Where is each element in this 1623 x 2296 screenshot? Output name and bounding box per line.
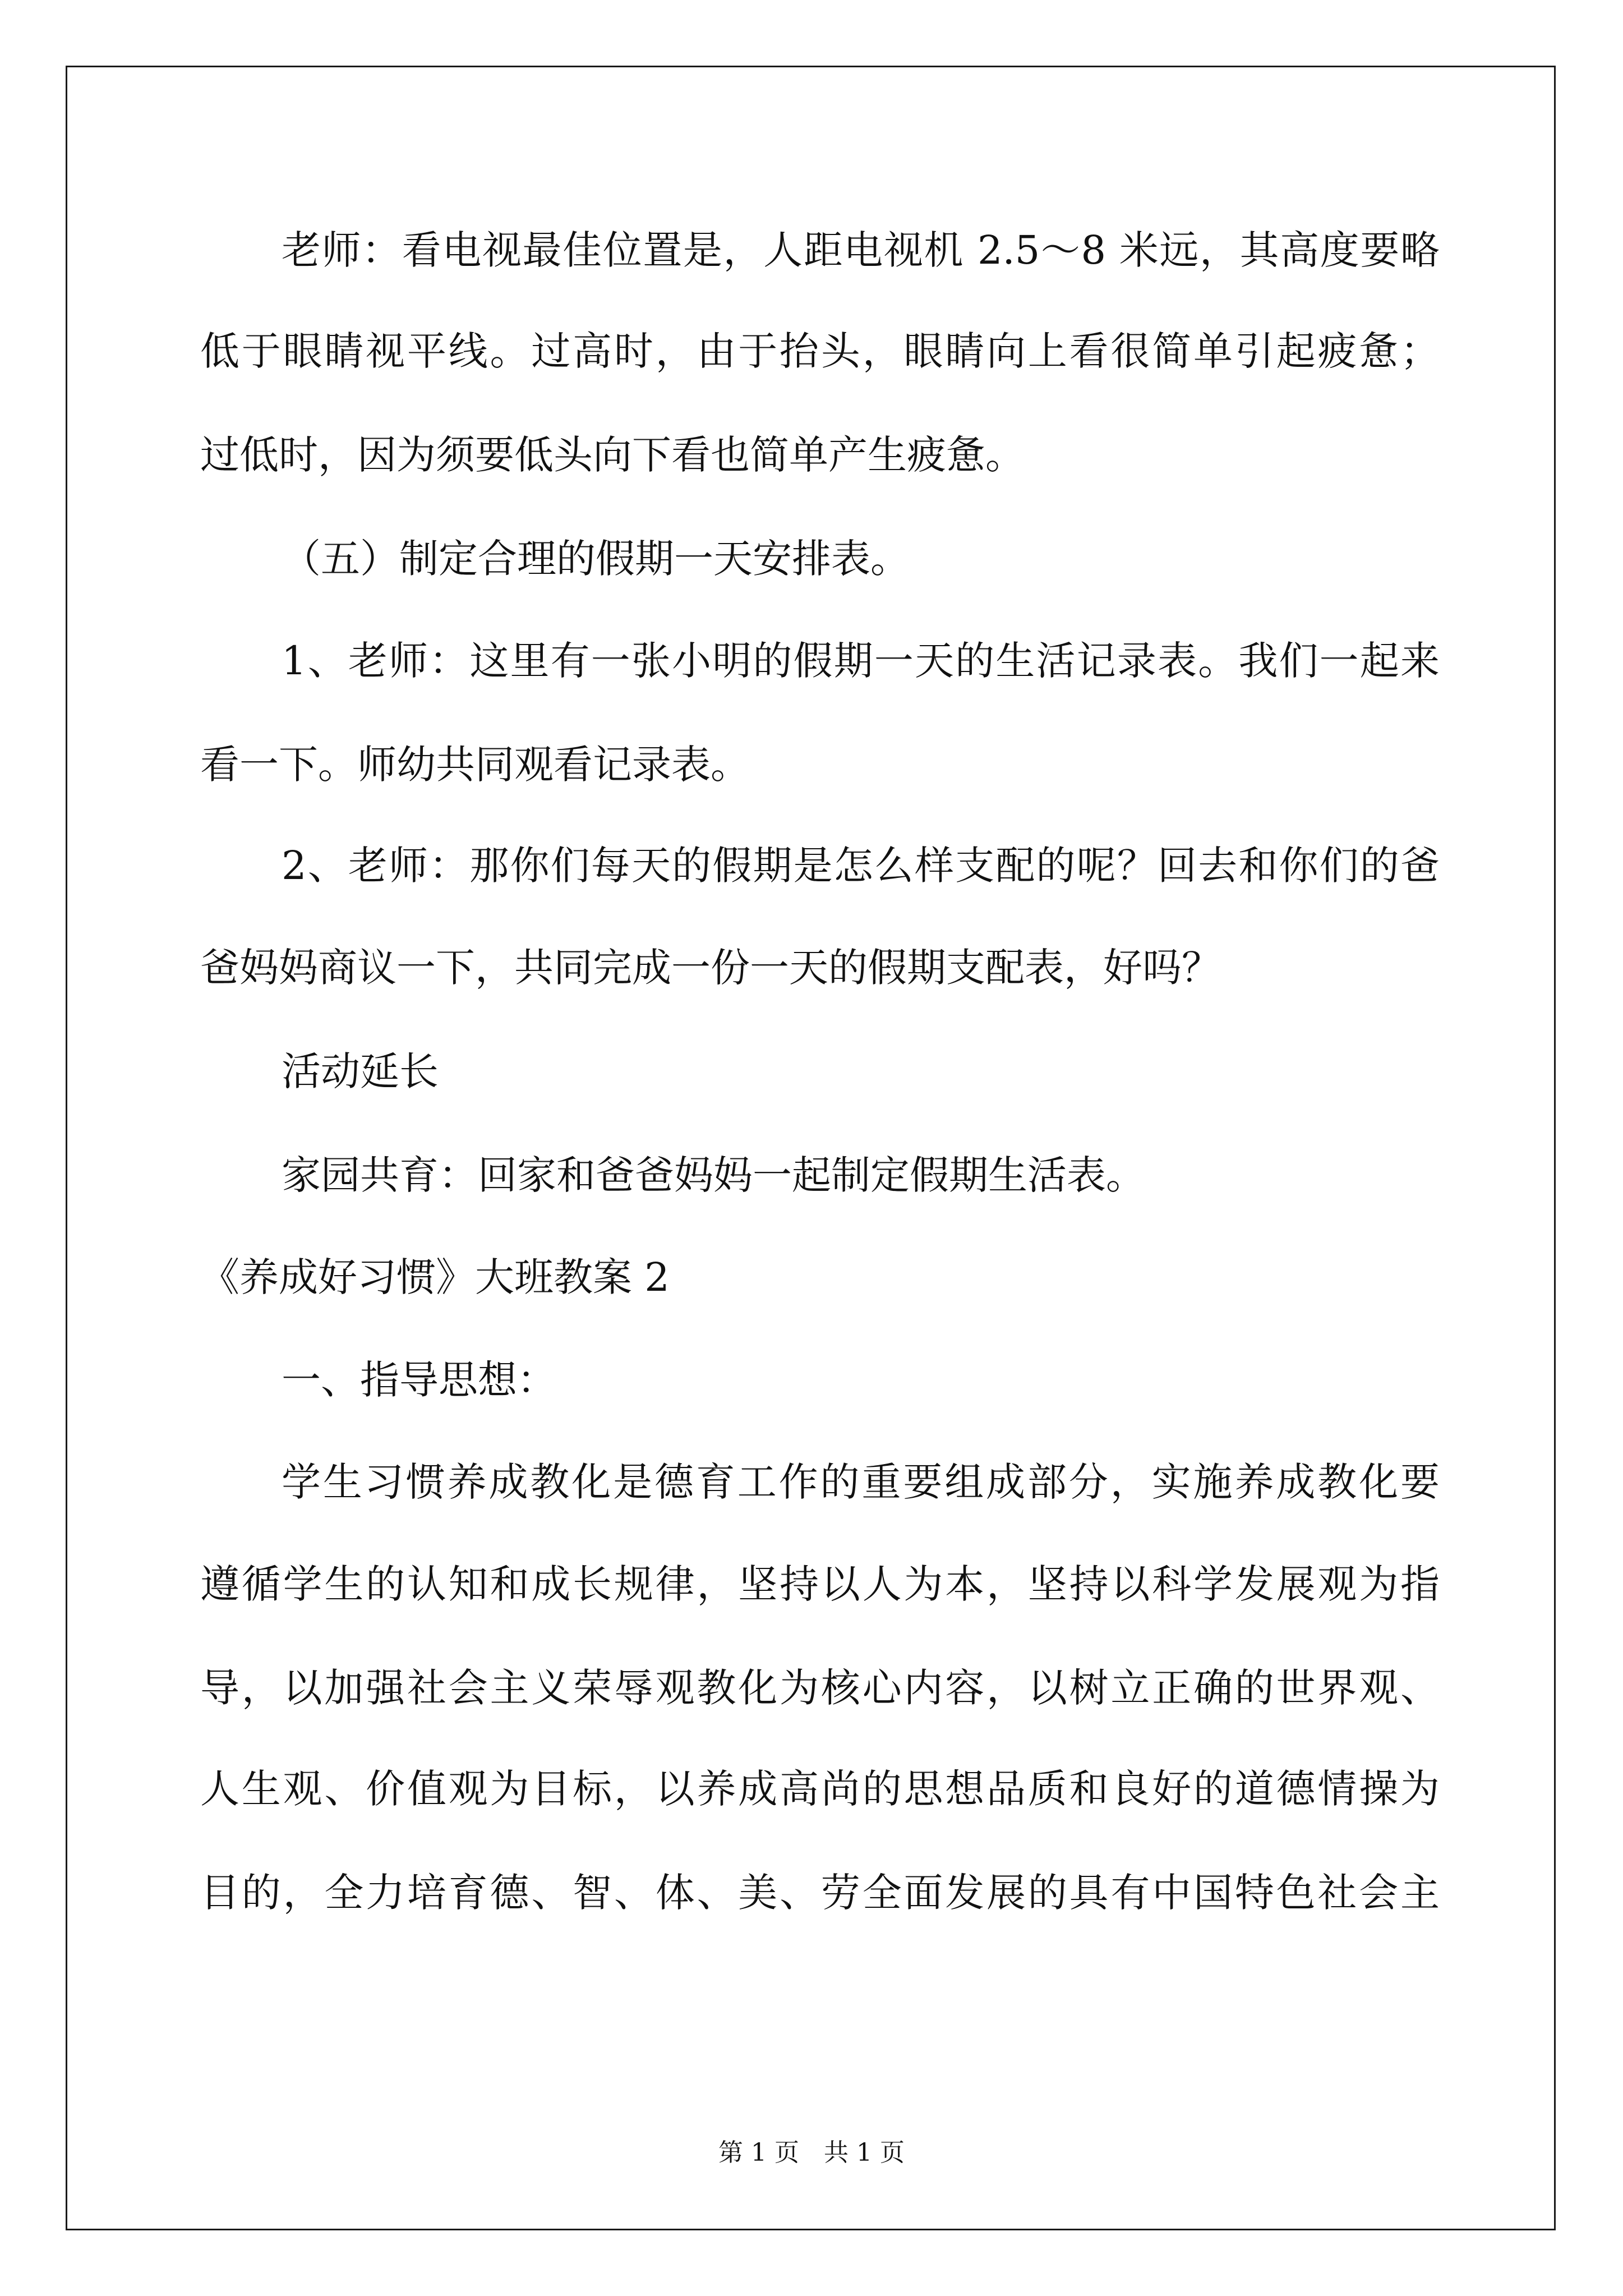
paragraph-line: 家园共育：回家和爸爸妈妈一起制定假期生活表。 bbox=[282, 1152, 1145, 1198]
paragraph-line: 人生观、价值观为目标，以养成高尚的思想品质和良好的道德情操为 bbox=[200, 1766, 1440, 1812]
page-footer: 第 1 页 共 1 页 bbox=[718, 2138, 905, 2167]
section-heading: （五）制定合理的假期一天安排表。 bbox=[282, 536, 910, 582]
paragraph-line: 过低时，因为须要低头向下看也简单产生疲惫。 bbox=[200, 432, 1025, 478]
paragraph-line: 1、老师：这里有一张小明的假期一天的生活记录表。我们一起来 bbox=[282, 638, 1440, 684]
paragraph-line: 2、老师：那你们每天的假期是怎么样支配的呢？回去和你们的爸 bbox=[282, 843, 1440, 889]
section-heading: 一、指导思想： bbox=[282, 1357, 556, 1403]
paragraph-line: 爸妈妈商议一下，共同完成一份一天的假期支配表，好吗？ bbox=[200, 945, 1221, 991]
paragraph-line: 低于眼睛视平线。过高时，由于抬头，眼睛向上看很简单引起疲惫； bbox=[200, 328, 1440, 374]
paragraph-line: 看一下。师幼共同观看记录表。 bbox=[200, 742, 750, 788]
paragraph-line: 老师：看电视最佳位置是，人距电视机 2.5～8 米远，其高度要略 bbox=[282, 227, 1440, 273]
paragraph-line: 学生习惯养成教化是德育工作的重要组成部分，实施养成教化要 bbox=[282, 1459, 1440, 1505]
paragraph-line: 遵循学生的认知和成长规律，坚持以人为本，坚持以科学发展观为指 bbox=[200, 1561, 1440, 1607]
paragraph-line: 导，以加强社会主义荣辱观教化为核心内容，以树立正确的世界观、 bbox=[200, 1665, 1440, 1711]
document-title: 《养成好习惯》大班教案 2 bbox=[200, 1254, 670, 1300]
paragraph-line: 目的，全力培育德、智、体、美、劳全面发展的具有中国特色社会主 bbox=[200, 1870, 1440, 1916]
section-heading: 活动延长 bbox=[282, 1048, 439, 1094]
